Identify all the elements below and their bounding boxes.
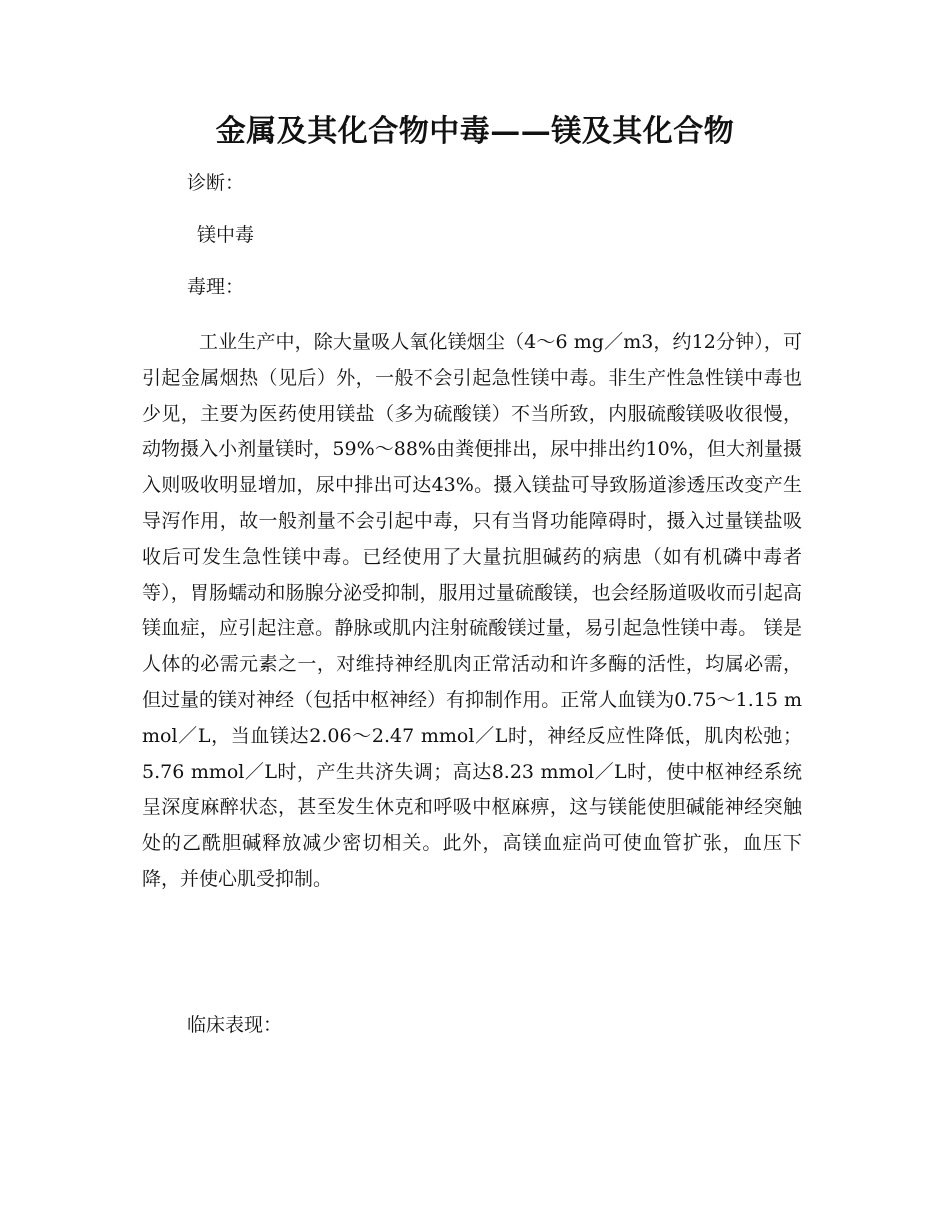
diagnosis-heading: 诊断： xyxy=(187,172,245,194)
document-title: 金属及其化合物中毒——镁及其化合物 xyxy=(215,114,735,149)
toxicology-paragraph: 工业生产中，除大量吸人氧化镁烟尘（4～6 mg／m3，约12分钟），可引起金属烟热（见后）外，一般不会引起急性镁中毒。非生产性急性镁中毒也少见，主要为医药使用镁盐（多为硫酸镁）不当所致，内服硫酸镁吸收很慢，动物摄入小剂量镁时，59%～88%由粪便排出，尿中排出约10%，但大剂量摄入则吸收明显增加，尿中排出可达43%。摄入镁盐可导致肠道渗透压改变产生导泻作用，故一般剂量不会引起中毒，只有当肾功能障碍时，摄入过量镁盐吸收后可发生急性镁中毒。已经使用了大量抗胆碱药的病患（如有机磷中毒者等），胃肠蠕动和肠腺分泌受抑制，服用过量硫酸镁，也会经肠道吸收而引起高镁血症，应引起注意。静脉或肌内注射硫酸镁过量，易引起急性镁中毒。 镁是人体的必需元素之一，对维持神经肌肉正常活动和许多酶的活性，均属必需，但过量的镁对神经（包括中枢神经）有抑制作用。正常人血镁为0.75～1.15 mmol／L，当血镁达2.06～2.47 mmol／L时，神经反应性降低，肌肉松弛；5.76 mmol／L时，产生共济失调；高达8.23 mmol／L时，使中枢神经系统呈深度麻醉状态，甚至发生休克和呼吸中枢麻痹，这与镁能使胆碱能神经突触处的乙酰胆碱释放减少密切相关。此外，高镁血症尚可使血管扩张，血压下降，并使心肌受抑制。 xyxy=(142,331,802,890)
toxicology-heading: 毒理： xyxy=(187,276,245,298)
clinical-heading: 临床表现： xyxy=(187,1014,283,1036)
diagnosis-value: 镁中毒 xyxy=(197,224,255,246)
